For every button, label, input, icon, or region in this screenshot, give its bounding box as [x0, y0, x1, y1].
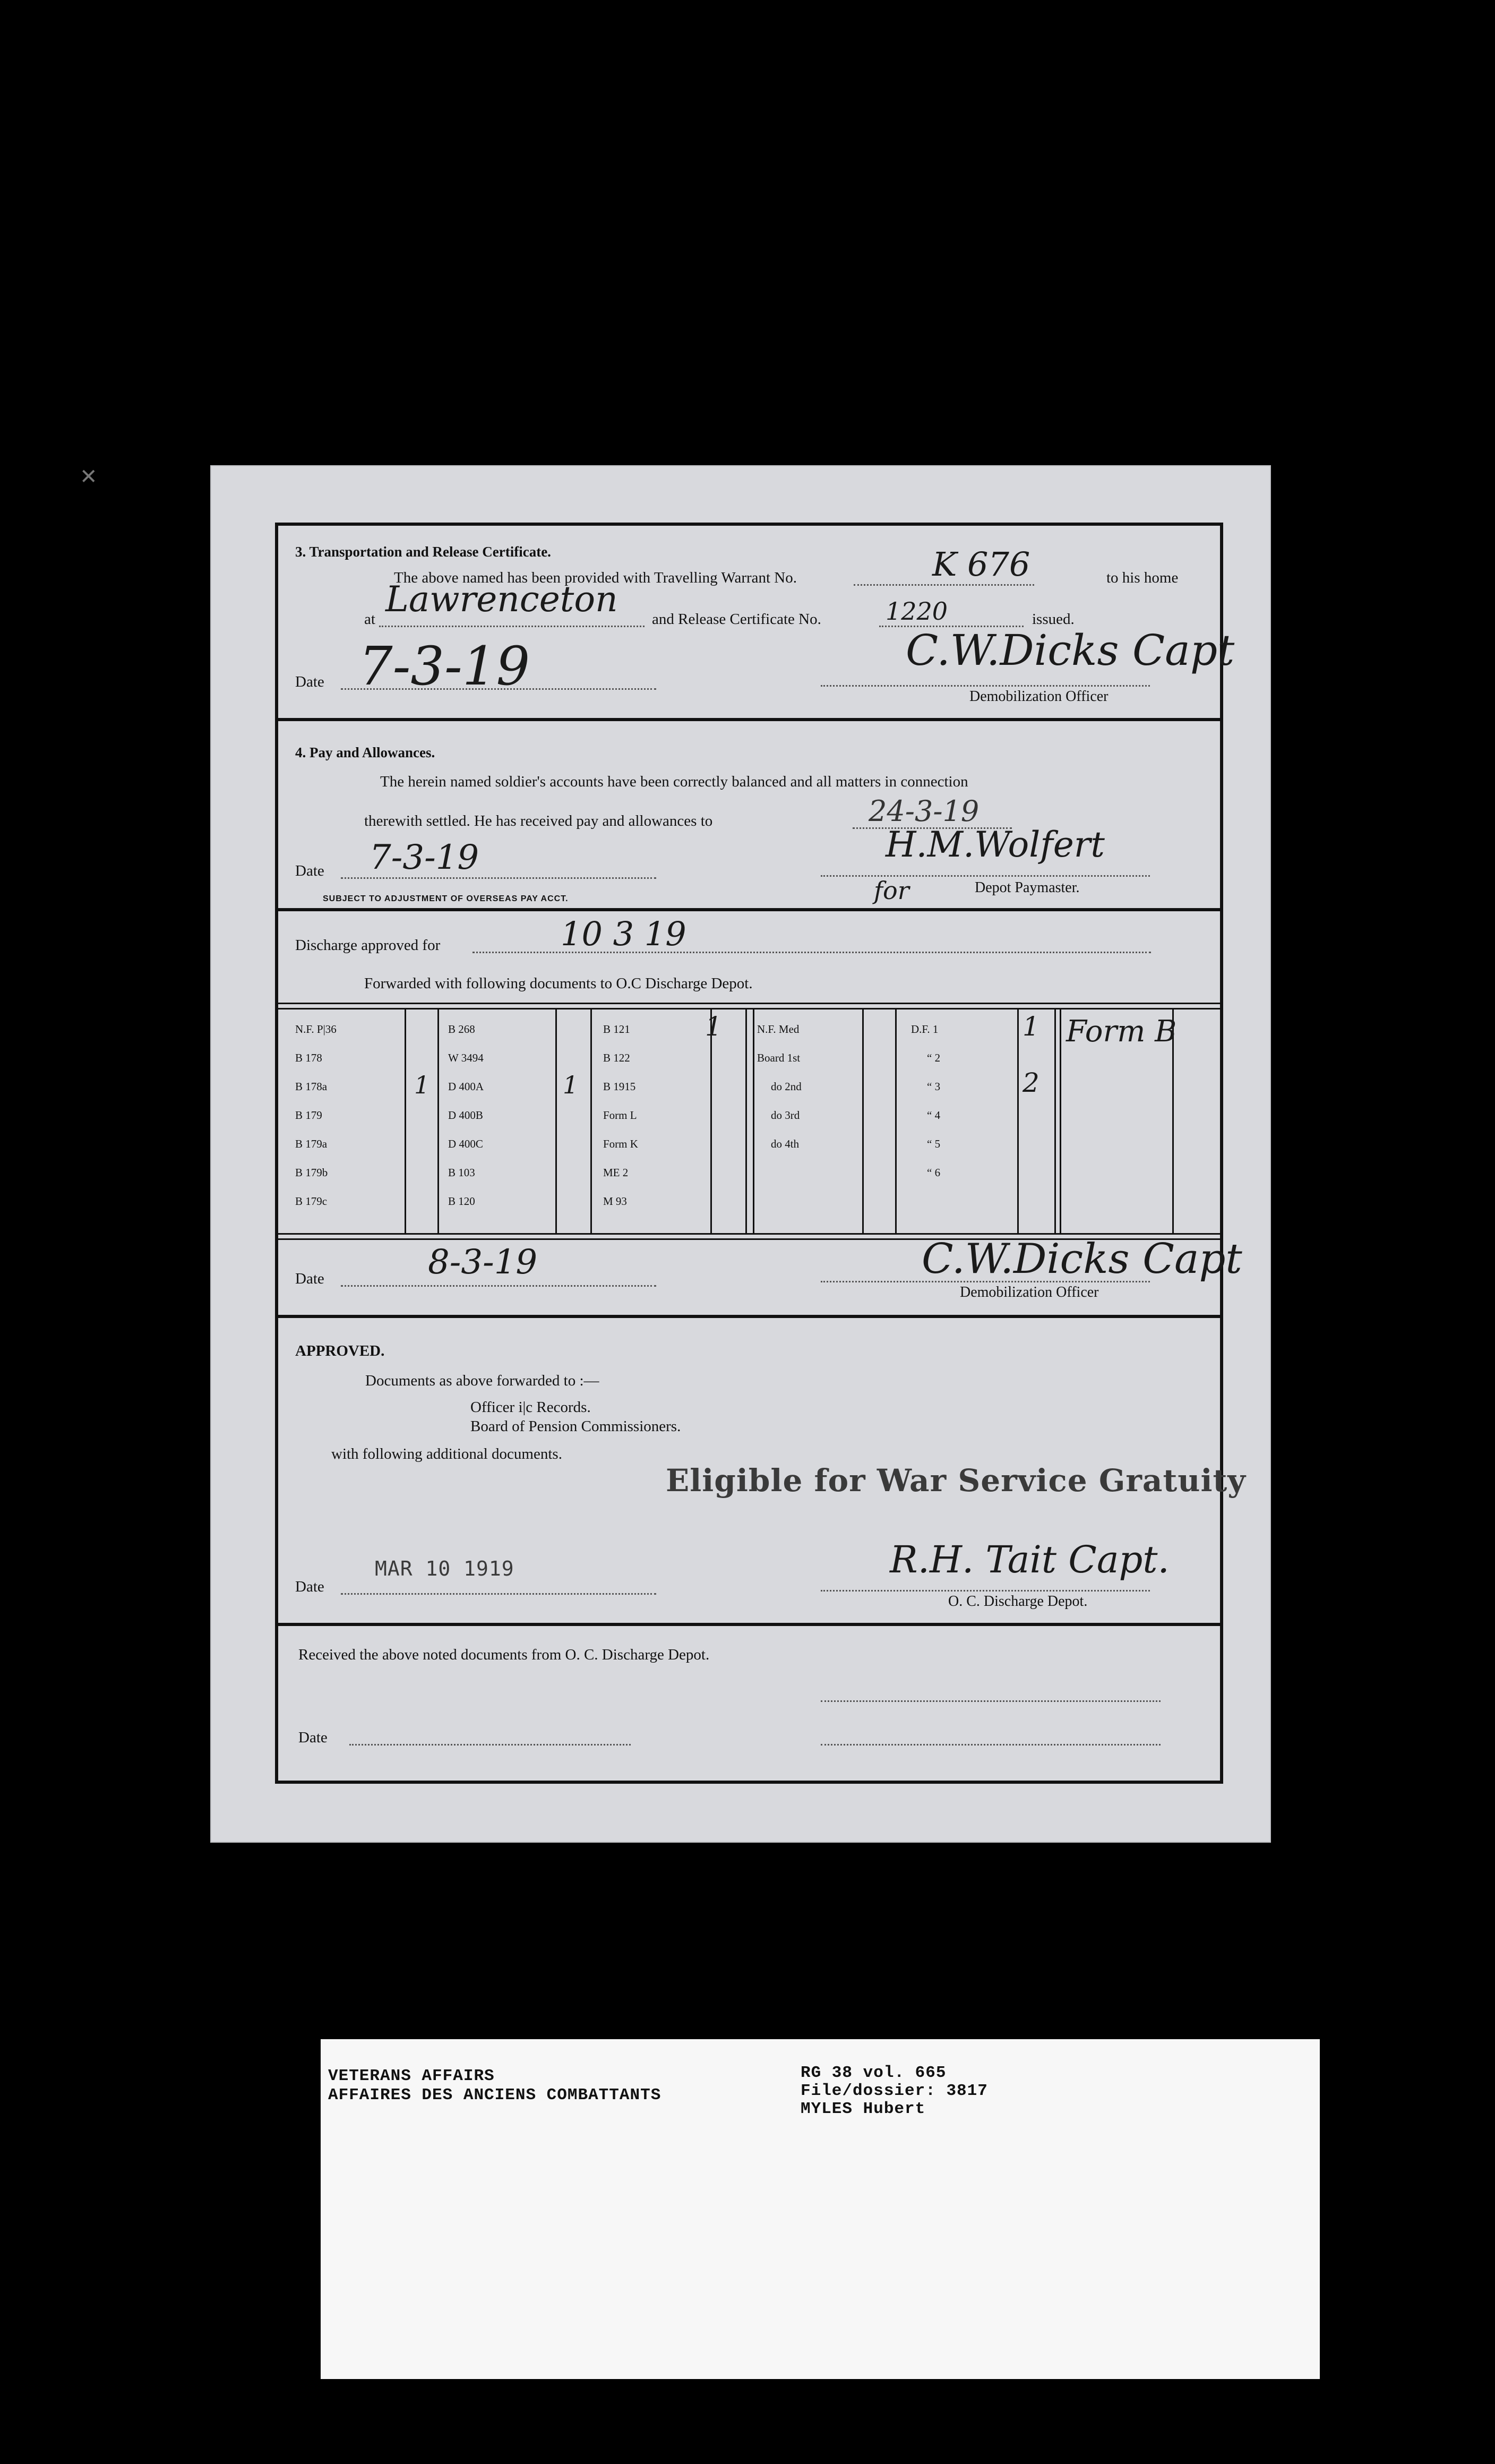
table-top-rule [278, 1003, 1220, 1004]
card-right-line1: RG 38 vol. 665 [801, 2064, 947, 2082]
table-vline-9 [895, 1009, 897, 1233]
table-vline-5 [710, 1009, 712, 1233]
mark-df1: 1 [1023, 1011, 1039, 1042]
doc-cell: ME 2 [603, 1166, 629, 1179]
section4-text2: therewith settled. He has received pay and allowances to [364, 812, 713, 829]
received-date-dots [349, 1744, 631, 1746]
section-date2-dots [341, 1285, 656, 1287]
doc-cell: B 1915 [603, 1080, 636, 1093]
doc-cell: N.F. Med [757, 1023, 800, 1036]
section4-date-value: 7-3-19 [370, 838, 479, 877]
doc-cell: B 179c [295, 1195, 328, 1208]
doc-cell: “ 3 [927, 1080, 941, 1093]
card-left-line1: VETERANS AFFAIRS [328, 2067, 495, 2085]
section4-date-dots [341, 877, 656, 879]
section-date2-signature: C.W.Dicks Capt [922, 1235, 1242, 1283]
warrant-dots [854, 584, 1034, 586]
gratuity-stamp: Eligible for War Service Gratuity [666, 1462, 1247, 1499]
table-vline-3 [555, 1009, 557, 1233]
approved-date-dots [341, 1593, 656, 1595]
warrant-number: K 676 [932, 545, 1030, 584]
mark-df3: 2 [1023, 1067, 1039, 1098]
table-vline-11 [1054, 1009, 1056, 1233]
approved-date-label: Date [295, 1578, 324, 1595]
doc-cell: B 120 [448, 1195, 475, 1208]
doc-cell: B 178a [295, 1080, 328, 1093]
certificate-page [210, 465, 1271, 1843]
section3-date-label: Date [295, 673, 324, 690]
table-bottom-rule [278, 1233, 1220, 1235]
approved-line1: Documents as above forwarded to :— [365, 1372, 599, 1389]
table-vline-7 [753, 1009, 754, 1233]
archive-reference-card [321, 2039, 1320, 2379]
mark-d400a: 1 [563, 1071, 579, 1099]
section3-date-value: 7-3-19 [359, 635, 530, 697]
table-vline-4 [590, 1009, 592, 1233]
doc-cell: N.F. P|36 [295, 1023, 337, 1036]
forwarded-text: Forwarded with following documents to O.C Discharge Depot. [364, 975, 753, 992]
doc-cell: D 400A [448, 1080, 484, 1093]
home-place: Lawrenceton [385, 579, 618, 620]
doc-cell: B 122 [603, 1051, 630, 1064]
table-top-rule-2 [278, 1008, 1220, 1009]
section3-sign-dots [821, 685, 1150, 687]
release-label: and Release Certificate No. [652, 611, 821, 628]
to-home-text: to his home [1106, 569, 1179, 586]
doc-cell: B 179b [295, 1166, 328, 1179]
paymaster-for-mark: for [874, 876, 909, 905]
warrant-line-text: The above named has been provided with Travelling Warrant No. [394, 569, 797, 586]
table-vline-8 [862, 1009, 864, 1233]
approved-signature: R.H. Tait Capt. [890, 1538, 1170, 1581]
card-right-line3: MYLES Hubert [801, 2100, 926, 2118]
table-vline-2 [437, 1009, 439, 1233]
approved-date-stamp: MAR 10 1919 [375, 1557, 514, 1580]
doc-cell: B 178 [295, 1051, 322, 1064]
card-right-line2: File/dossier: 3817 [801, 2082, 988, 2100]
card-left-line2: AFFAIRES DES ANCIENS COMBATTANTS [328, 2086, 661, 2104]
rule-4 [278, 1623, 1220, 1626]
rule-1 [278, 718, 1220, 721]
doc-cell: D 400C [448, 1137, 483, 1150]
doc-cell: M 93 [603, 1195, 627, 1208]
adjustment-note: SUBJECT TO ADJUSTMENT OF OVERSEAS PAY ACCT. [323, 894, 569, 903]
doc-cell: do 4th [771, 1137, 800, 1150]
doc-cell: “ 5 [927, 1137, 941, 1150]
at-dots [379, 626, 645, 627]
discharge-date: 10 3 19 [561, 914, 686, 953]
doc-cell: Form K [603, 1137, 638, 1150]
section4-text1: The herein named soldier's accounts have been correctly balanced and all matters in connection [380, 773, 968, 790]
approved-signer-title: O. C. Discharge Depot. [948, 1593, 1088, 1610]
section4-signature: H.M.Wolfert [886, 824, 1105, 865]
doc-cell: “ 2 [927, 1051, 941, 1064]
pay-to-date: 24-3-19 [869, 794, 980, 828]
doc-cell: “ 4 [927, 1109, 941, 1122]
received-text: Received the above noted documents from O. C. Discharge Depot. [298, 1646, 710, 1663]
mark-b178a: 1 [414, 1071, 430, 1099]
section3-heading: 3. Transportation and Release Certificate. [295, 544, 551, 560]
issued-text: issued. [1032, 611, 1075, 628]
section3-signer-title: Demobilization Officer [969, 688, 1109, 705]
doc-cell: Board 1st [757, 1051, 801, 1064]
section4-sign-dots [821, 875, 1150, 877]
approved-line4: with following additional documents. [331, 1445, 562, 1462]
doc-cell: B 103 [448, 1166, 475, 1179]
section4-signer-title: Depot Paymaster. [975, 879, 1080, 896]
section4-heading: 4. Pay and Allowances. [295, 745, 435, 760]
approved-heading: APPROVED. [295, 1342, 385, 1359]
table-vline-6 [745, 1009, 747, 1233]
doc-cell: B 179 [295, 1109, 322, 1122]
doc-cell: Form L [603, 1109, 637, 1122]
doc-cell: D.F. 1 [911, 1023, 939, 1036]
doc-cell: “ 6 [927, 1166, 941, 1179]
release-number: 1220 [886, 597, 948, 626]
doc-cell: B 268 [448, 1023, 475, 1036]
rule-2 [278, 908, 1220, 911]
doc-cell: W 3494 [448, 1051, 484, 1064]
doc-cell: do 3rd [771, 1109, 800, 1122]
received-date-label: Date [298, 1729, 328, 1746]
received-sign2-dots [821, 1744, 1161, 1746]
rule-3 [278, 1315, 1220, 1318]
section-date2-value: 8-3-19 [428, 1243, 538, 1282]
doc-cell: D 400B [448, 1109, 483, 1122]
mark-b121: 1 [705, 1011, 722, 1042]
approved-line3: Board of Pension Commissioners. [470, 1418, 681, 1435]
section4-date-label: Date [295, 862, 324, 879]
table-vline-1 [405, 1009, 406, 1233]
section-date2-signer-title: Demobilization Officer [960, 1284, 1099, 1301]
table-vline-12 [1060, 1009, 1061, 1233]
received-sign-dots [821, 1700, 1161, 1702]
doc-cell: B 121 [603, 1023, 630, 1036]
scan-corner-mark: ✕ [80, 465, 98, 489]
approved-sign-dots [821, 1590, 1150, 1592]
doc-cell: B 179a [295, 1137, 328, 1150]
section3-signature: C.W.Dicks Capt [906, 626, 1235, 675]
section-date2-label: Date [295, 1270, 324, 1287]
doc-cell: do 2nd [771, 1080, 802, 1093]
discharge-label: Discharge approved for [295, 937, 441, 954]
mark-extra-form: Form B [1066, 1014, 1177, 1049]
at-label: at [364, 611, 375, 628]
approved-line2: Officer i|c Records. [470, 1399, 591, 1416]
table-vline-10 [1017, 1009, 1019, 1233]
